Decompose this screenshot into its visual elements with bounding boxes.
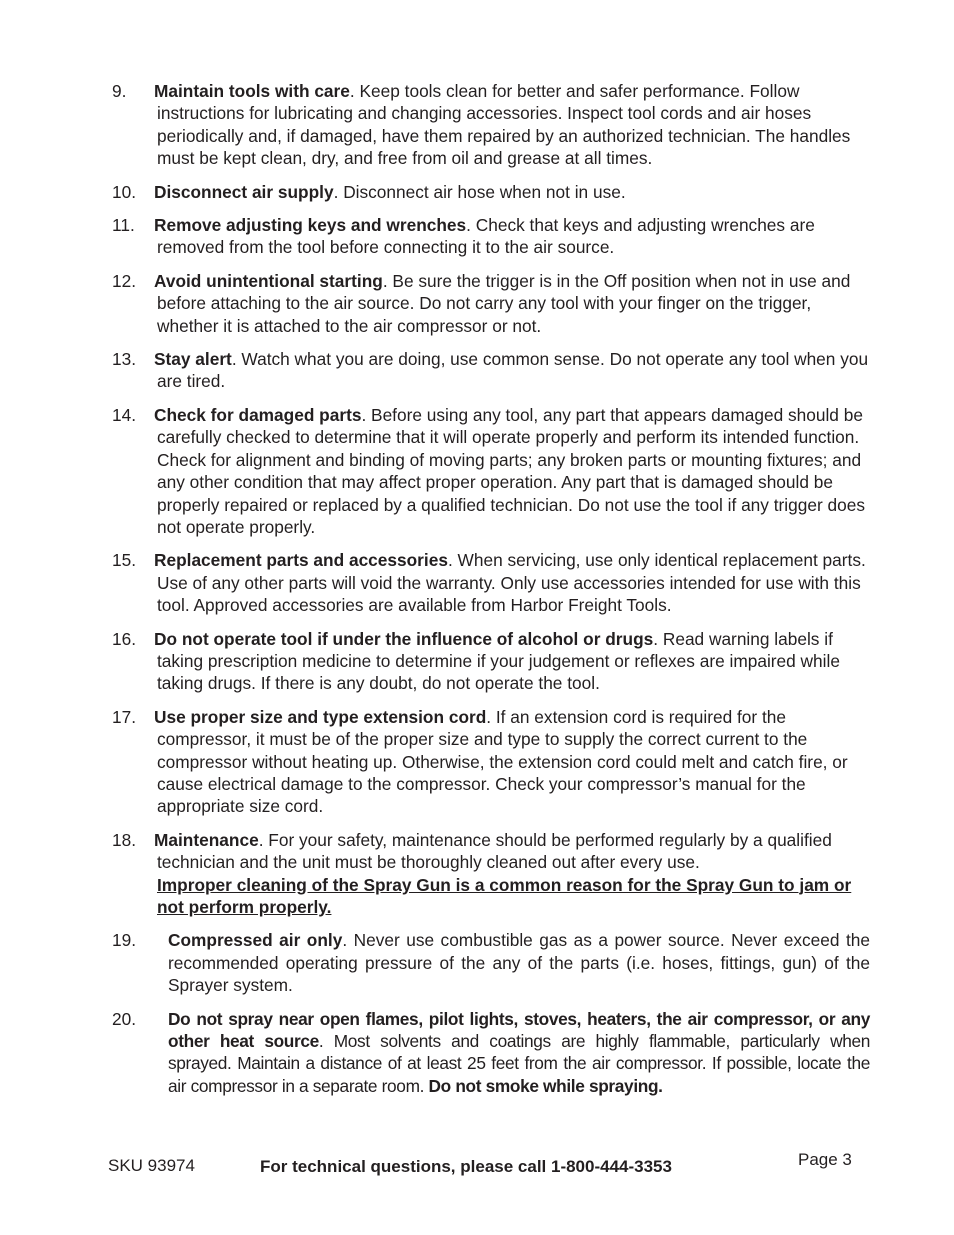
item-text: . Disconnect air hose when not in use. xyxy=(333,181,626,202)
item-title: Avoid unintentional starting xyxy=(154,270,383,291)
item-text: . If an extension cord is required for the compressor, it must be of the proper size and type to supply the correct current to the compressor without heating up. Otherwise, the extension cord could melt and catch fire, or cause electrical damage to the compressor. Check your compressor’s manual for the appropriate size cord. xyxy=(157,706,848,817)
item-body xyxy=(154,270,872,337)
item-title: Maintenance xyxy=(154,829,259,850)
item-title: Disconnect air supply xyxy=(154,181,334,202)
item-body xyxy=(154,404,872,538)
list-item xyxy=(0,829,954,919)
item-body xyxy=(168,1008,870,1098)
item-text: . Before using any tool, any part that appears damaged should be carefully checked to determine that it will operate properly and perform its intended function. Check for alignment and binding of moving parts; any broken parts or mounting fixtures; and any other condition that may affect proper operation. Any part that is damaged should be properly repaired or replaced by a qualified technician. Do not use the tool if any trigger does not operate properly. xyxy=(157,404,865,537)
list-item xyxy=(0,706,954,818)
item-body xyxy=(154,214,872,259)
no-smoking-warning: Do not smoke while spraying. xyxy=(428,1075,663,1096)
item-title: Maintain tools with care xyxy=(154,81,350,101)
list-item xyxy=(0,270,954,337)
item-body xyxy=(168,929,870,996)
item-text: . For your safety, maintenance should be performed regularly by a qualified technician and the unit must be thoroughly cleaned out after every use. xyxy=(157,829,832,873)
list-item xyxy=(0,549,954,616)
item-text: . Watch what you are doing, use common sense. Do not operate any tool when you are tired. xyxy=(157,349,869,392)
item-number: 16. xyxy=(112,628,137,649)
list-item xyxy=(0,214,954,259)
item-text: . Check that keys and adjusting wrenches are removed from the tool before connecting it to the air source. xyxy=(157,215,815,258)
item-text: . Be sure the trigger is in the Off position when not in use and before attaching to the air source. Do not carry any tool with your finger on the trigger, whether it is attached to the air compressor or not. xyxy=(157,270,851,336)
list-item xyxy=(0,348,954,393)
item-text: . Read warning labels if taking prescription medicine to determine if your judgement or reflexes are impaired while taking drugs. If there is any doubt, do not operate the tool. xyxy=(157,628,840,694)
item-text: . Never use combustible gas as a power source. Never exceed the recommended operating pressure of the any of the parts (i.e. hoses, fittings, gun) of the Sprayer system. xyxy=(168,930,870,996)
list-item xyxy=(0,1008,954,1098)
item-title: Compressed air only xyxy=(168,930,343,951)
item-number: 19. xyxy=(112,930,137,951)
page-number: Page 3 xyxy=(798,1150,852,1169)
item-number: 20. xyxy=(112,1008,137,1029)
item-number: 14. xyxy=(112,404,137,425)
list-item xyxy=(0,628,954,695)
item-title: Use proper size and type extension cord xyxy=(154,706,487,727)
item-title: Replacement parts and accessories xyxy=(154,550,448,571)
list-item xyxy=(0,181,954,203)
item-title: Do not spray near open flames, pilot lights, stoves, heaters, the air compressor, or any other heat source xyxy=(168,1008,870,1052)
item-body xyxy=(154,80,872,170)
item-body xyxy=(154,348,872,393)
list-item xyxy=(0,80,954,170)
item-text: . Most solvents and coatings are highly flammable, particularly when sprayed. Maintain a distance of at least 25 feet from the air compressor. If possible, locate the air compressor in a separate room. xyxy=(168,1031,870,1096)
item-body xyxy=(154,628,872,695)
item-number: 10. xyxy=(112,181,137,202)
support-phone: For technical questions, please call 1-800-444-3353 xyxy=(260,1157,672,1176)
item-number: 12. xyxy=(112,270,137,291)
page-footer xyxy=(0,1152,954,1182)
item-body xyxy=(154,829,872,919)
item-body xyxy=(154,181,872,203)
list-item xyxy=(0,929,954,996)
item-number: 9. xyxy=(112,81,127,101)
item-number: 18. xyxy=(112,829,137,850)
sku-label: SKU 93974 xyxy=(108,1156,195,1175)
item-body xyxy=(154,706,872,818)
safety-instructions-list xyxy=(0,80,954,1108)
item-title: Check for damaged parts xyxy=(154,404,362,425)
item-number: 13. xyxy=(112,349,137,370)
item-body xyxy=(154,549,872,616)
item-number: 15. xyxy=(112,550,137,571)
item-number: 17. xyxy=(112,706,137,727)
item-title: Remove adjusting keys and wrenches xyxy=(154,215,467,236)
item-number: 11. xyxy=(112,215,135,236)
maintenance-warning: Improper cleaning of the Spray Gun is a common reason for the Spray Gun to jam or not perform properly. xyxy=(157,874,852,917)
list-item xyxy=(0,404,954,538)
item-title: Stay alert xyxy=(154,349,232,370)
item-text: . When servicing, use only identical replacement parts. Use of any other parts will void the warranty. Only use accessories intended for use with this tool. Approved accessories are available from Harbor Freight Tools. xyxy=(157,550,866,616)
item-text: . Keep tools clean for better and safer performance. Follow instructions for lubricating and changing accessories. Inspect tool cords and air hoses periodically and, if damaged, have them repaired by an authorized technician. The handles must be kept clean, dry, and free from oil and grease at all times. xyxy=(157,81,851,169)
item-title: Do not operate tool if under the influence of alcohol or drugs xyxy=(154,628,654,649)
